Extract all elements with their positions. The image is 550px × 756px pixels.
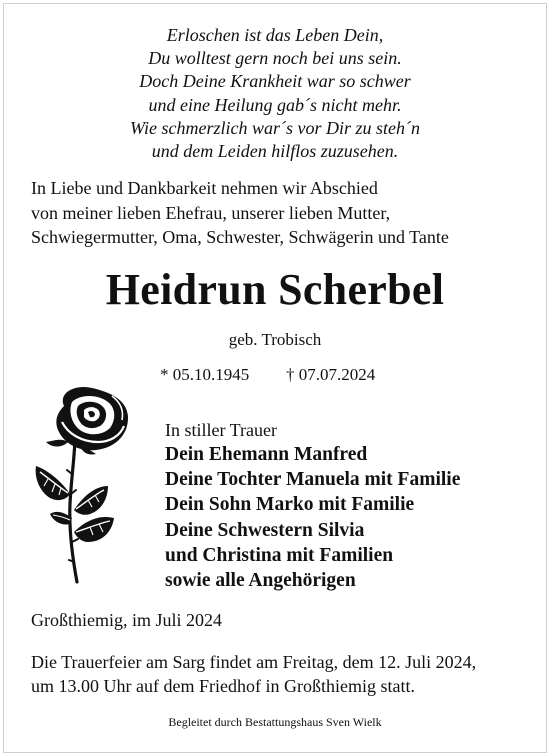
intro-line: von meiner lieben Ehefrau, unserer lieben Mutter, (31, 202, 391, 223)
mourner-line: und Christina mit Familien (165, 544, 394, 566)
poem-line: Erloschen ist das Leben Dein, (166, 25, 384, 45)
intro-line: In Liebe und Dankbarkeit nehmen wir Abschied (31, 178, 378, 198)
funeral-line: um 13.00 Uhr auf dem Friedhof in Großthiemig statt. (31, 676, 415, 696)
life-dates (160, 364, 376, 386)
mourner-line: Dein Ehemann Manfred (165, 444, 368, 465)
maiden-name: geb. Trobisch (228, 330, 322, 349)
poem-line: Doch Deine Krankheit war so schwer (139, 71, 411, 92)
poem (0, 24, 550, 163)
rose-icon (28, 382, 136, 588)
mourners-block (165, 418, 460, 593)
mourner-line: Deine Tochter Manuela mit Familie (165, 469, 461, 491)
funeral-info (31, 650, 476, 698)
mourner-line: Dein Sohn Marko mit Familie (165, 494, 415, 516)
poem-line: Du wolltest gern noch bei uns sein. (148, 48, 402, 69)
poem-line: Wie schmerzlich war´s vor Dir zu steh´n (130, 117, 420, 138)
intro-text (31, 176, 449, 250)
mourning-lead: In stiller Trauer (165, 420, 277, 440)
deceased-name: Heidrun Scherbel (105, 265, 445, 314)
intro-line: Schwiegermutter, Oma, Schwester, Schwägerin und Tante (31, 227, 449, 247)
poem-line: und dem Leiden hilflos zuzusehen. (151, 141, 399, 162)
birth-date: * 05.10.1945 (160, 365, 250, 384)
place-and-date: Großthiemig, im Juli 2024 (31, 610, 222, 630)
funeral-line: Die Trauerfeier am Sarg findet am Freitag, dem 12. Juli 2024, (31, 652, 477, 672)
poem-line: und eine Heilung gab´s nicht mehr. (148, 94, 402, 115)
funeral-home-credit: Begleitet durch Bestattungshaus Sven Wielk (168, 715, 382, 729)
death-date: † 07.07.2024 (286, 365, 376, 384)
mourner-line: sowie alle Angehörigen (165, 570, 356, 592)
mourner-line: Deine Schwestern Silvia (165, 519, 365, 541)
